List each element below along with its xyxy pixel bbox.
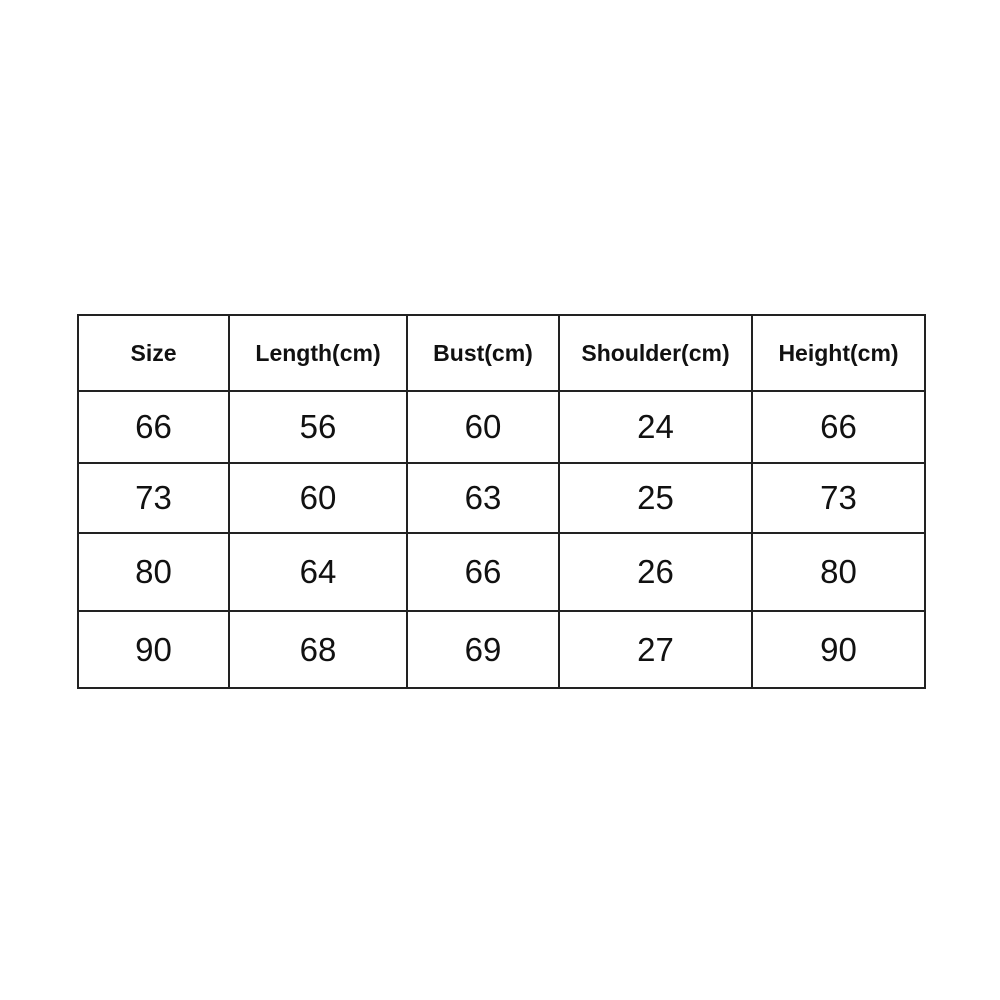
cell-bust: 63 xyxy=(407,463,559,533)
cell-bust: 66 xyxy=(407,533,559,611)
header-height: Height(cm) xyxy=(752,315,925,391)
cell-height: 73 xyxy=(752,463,925,533)
cell-size: 90 xyxy=(78,611,229,688)
header-bust: Bust(cm) xyxy=(407,315,559,391)
cell-size: 80 xyxy=(78,533,229,611)
cell-size: 73 xyxy=(78,463,229,533)
header-row xyxy=(78,315,925,391)
cell-shoulder: 25 xyxy=(559,463,752,533)
header-shoulder: Shoulder(cm) xyxy=(559,315,752,391)
size-chart-table xyxy=(77,314,926,689)
table-row xyxy=(78,533,925,611)
cell-length: 60 xyxy=(229,463,407,533)
cell-height: 90 xyxy=(752,611,925,688)
cell-length: 68 xyxy=(229,611,407,688)
table-row xyxy=(78,391,925,463)
cell-height: 80 xyxy=(752,533,925,611)
cell-bust: 60 xyxy=(407,391,559,463)
header-size: Size xyxy=(78,315,229,391)
cell-size: 66 xyxy=(78,391,229,463)
cell-length: 56 xyxy=(229,391,407,463)
cell-shoulder: 27 xyxy=(559,611,752,688)
cell-shoulder: 24 xyxy=(559,391,752,463)
cell-length: 64 xyxy=(229,533,407,611)
table-row xyxy=(78,463,925,533)
table-row xyxy=(78,611,925,688)
header-length: Length(cm) xyxy=(229,315,407,391)
cell-bust: 69 xyxy=(407,611,559,688)
cell-height: 66 xyxy=(752,391,925,463)
cell-shoulder: 26 xyxy=(559,533,752,611)
